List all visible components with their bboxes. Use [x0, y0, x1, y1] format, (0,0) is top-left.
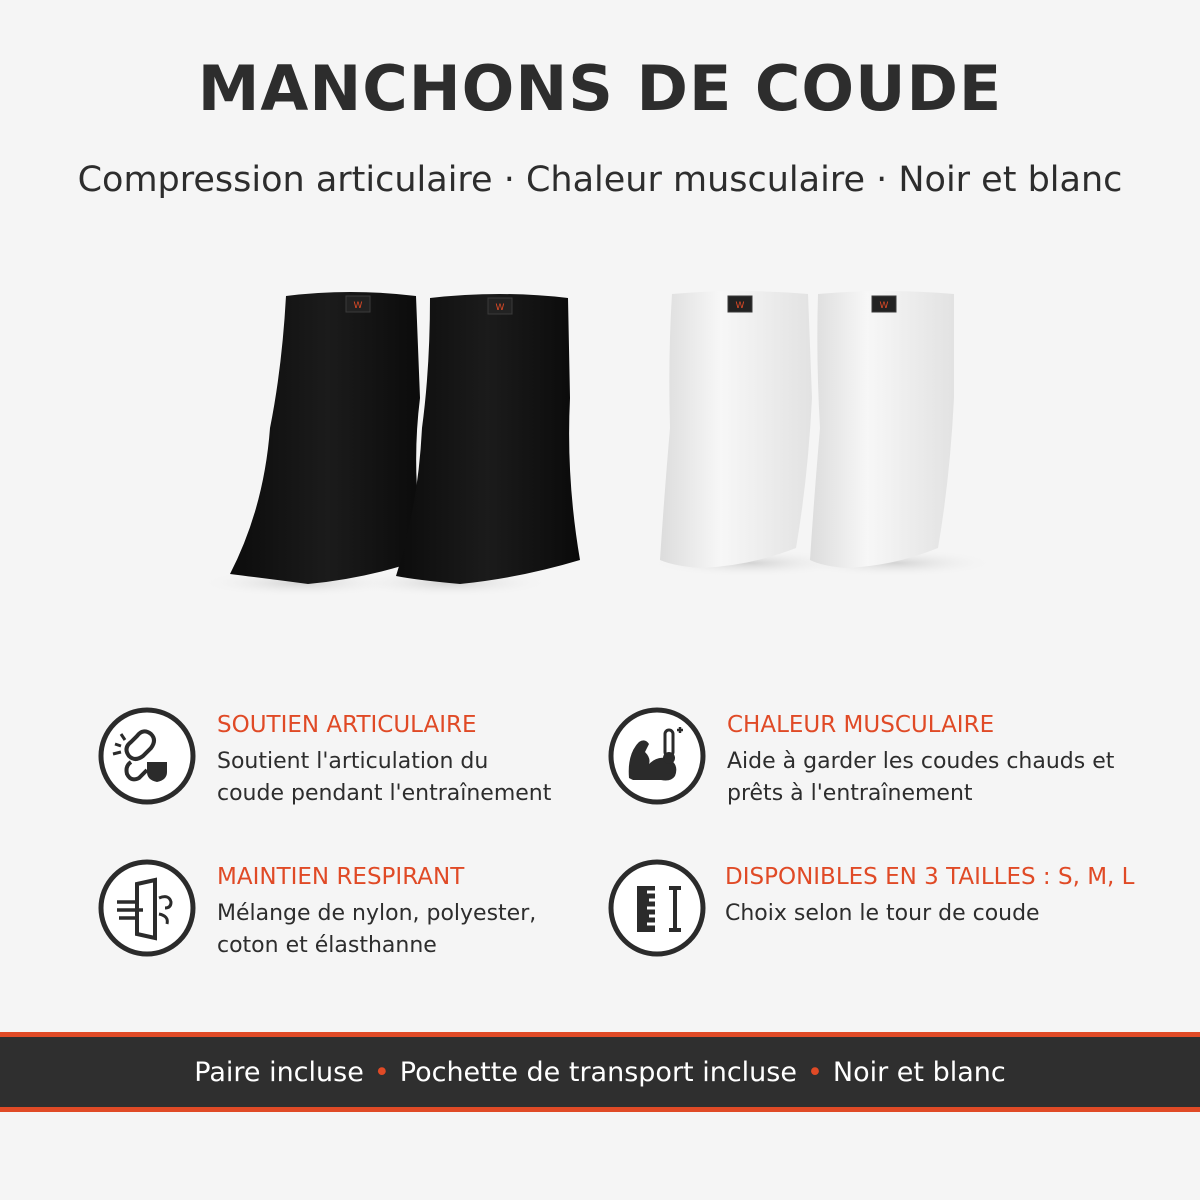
size-ruler-icon — [607, 858, 707, 958]
feature-muscle-warmth — [607, 706, 1167, 826]
footer-accent-line — [0, 1107, 1200, 1112]
footer-item: Paire incluse — [194, 1056, 364, 1088]
feature-description-line: Choix selon le tour de coude — [725, 901, 1040, 926]
feature-description-line: coton et élasthanne — [217, 933, 437, 958]
svg-text:W: W — [735, 301, 745, 311]
footer-separator: • — [373, 1056, 390, 1088]
svg-text:W: W — [879, 301, 889, 311]
feature-breathable — [97, 858, 657, 978]
svg-text:W: W — [495, 303, 505, 313]
page-title: MANCHONS DE COUDE — [197, 52, 1003, 125]
feature-description — [727, 746, 1147, 810]
feature-description — [217, 898, 637, 962]
feature-description — [725, 898, 1145, 930]
feature-heading: DISPONIBLES EN 3 TAILLES : S, M, L — [725, 864, 1135, 890]
feature-heading: SOUTIEN ARTICULAIRE — [217, 712, 477, 738]
feature-description — [217, 746, 637, 810]
page-subtitle: Compression articulaire · Chaleur musculaire · Noir et blanc — [77, 160, 1123, 200]
feature-description-line: Soutient l'articulation du — [217, 749, 489, 774]
white-sleeve-right — [810, 291, 954, 568]
footer-item: Noir et blanc — [832, 1056, 1006, 1088]
black-sleeve-left — [230, 292, 426, 584]
sleeves-illustration — [190, 278, 1010, 618]
feature-heading: MAINTIEN RESPIRANT — [217, 864, 465, 890]
feature-description-line: Mélange de nylon, polyester, — [217, 901, 537, 926]
feature-description-line: Aide à garder les coudes chauds et — [727, 749, 1115, 774]
black-sleeve-right — [396, 294, 580, 584]
feature-description-line: coude pendant l'entraînement — [217, 781, 552, 806]
svg-text:W: W — [353, 301, 363, 311]
joint-support-icon — [97, 706, 197, 806]
breathable-icon — [97, 858, 197, 958]
footer-band — [0, 1037, 1200, 1107]
feature-sizes — [607, 858, 1167, 978]
muscle-warmth-icon — [607, 706, 707, 806]
footer-item: Pochette de transport incluse — [399, 1056, 797, 1088]
white-sleeve-left — [660, 291, 812, 568]
feature-joint-support — [97, 706, 657, 826]
footer-separator: • — [806, 1056, 823, 1088]
feature-heading: CHALEUR MUSCULAIRE — [727, 712, 995, 738]
product-image — [190, 278, 1010, 618]
feature-description-line: prêts à l'entraînement — [727, 781, 973, 806]
